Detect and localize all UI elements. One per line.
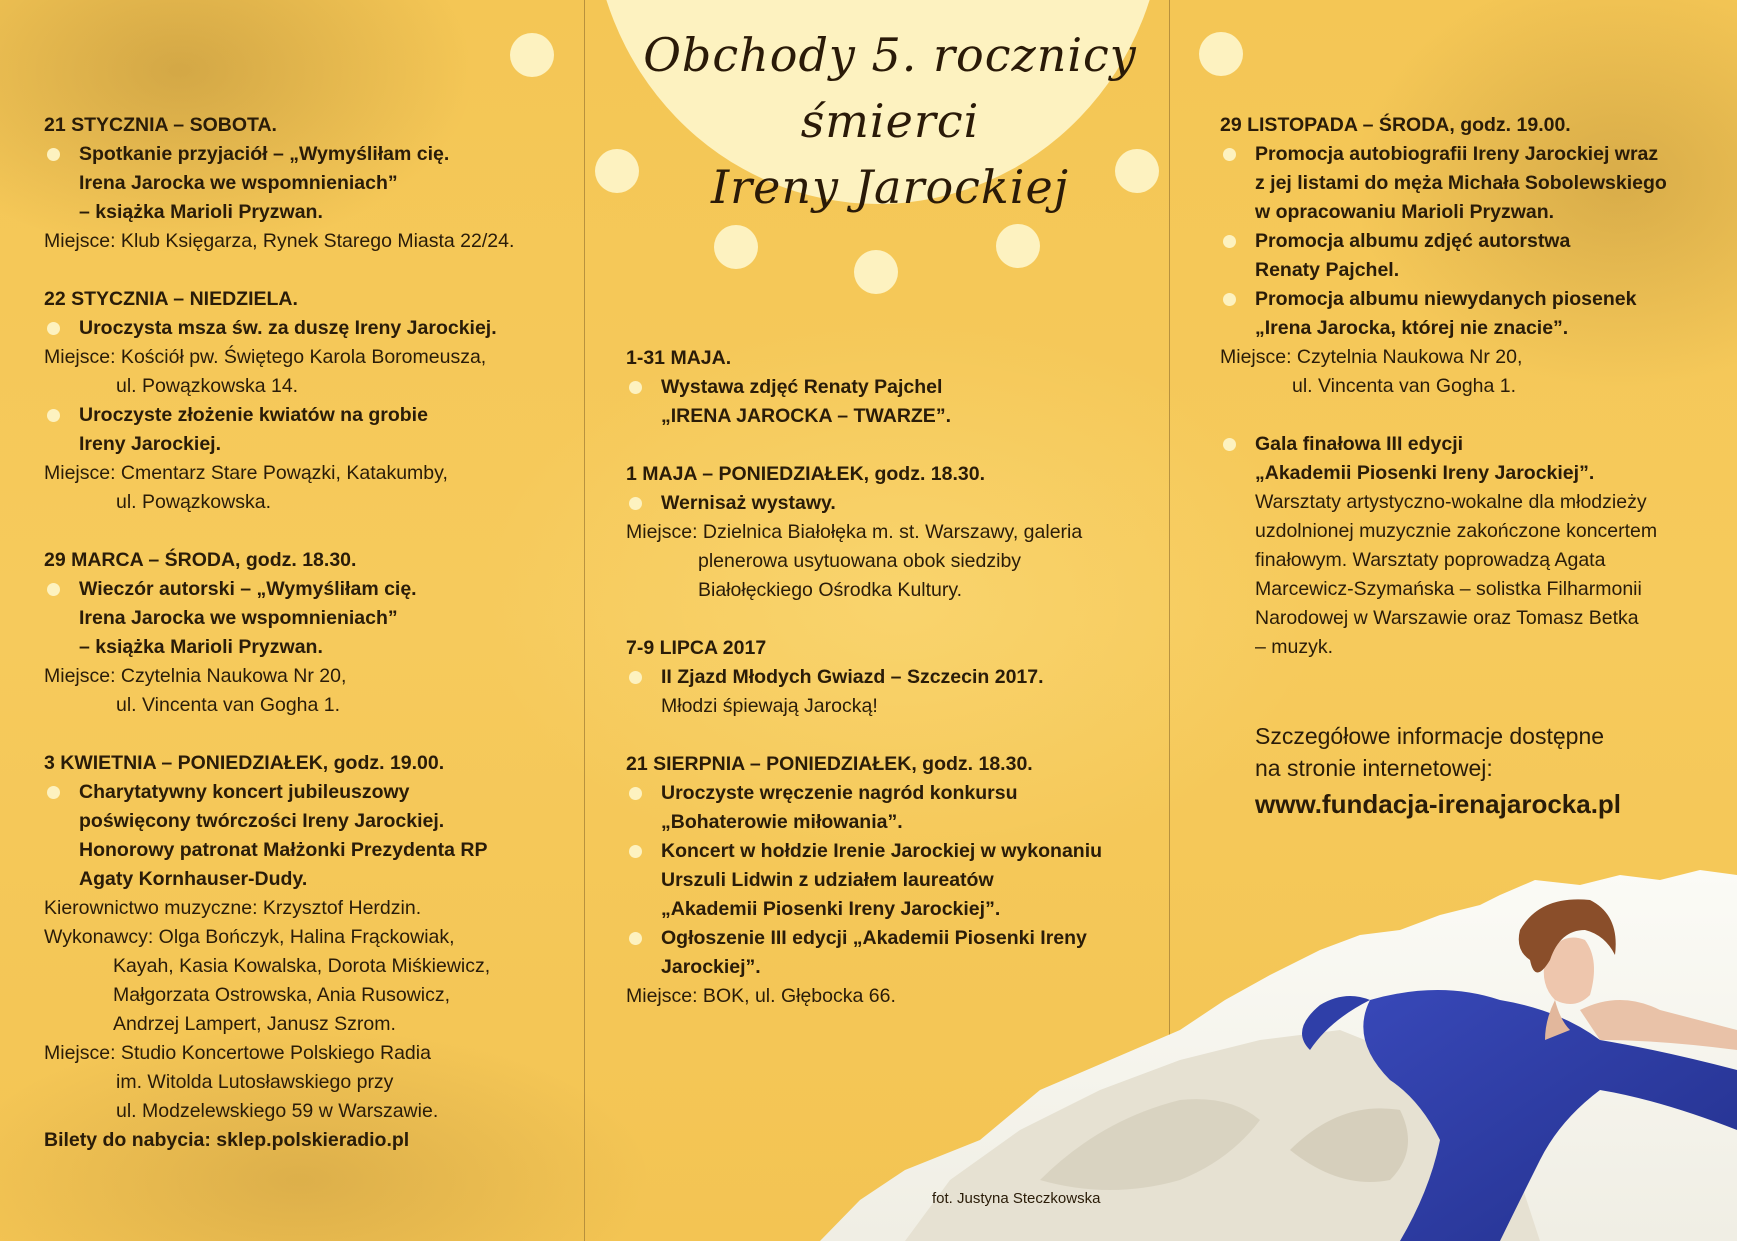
event-date: 1-31 MAJA. — [626, 347, 732, 369]
event-item: Gala finałowa III edycji — [1220, 430, 1720, 459]
event-item: II Zjazd Młodych Gwiazd – Szczecin 2017. — [626, 663, 1146, 692]
event-detail: Miejsce: Cmentarz Stare Powązki, Katakumby, — [44, 462, 448, 484]
event-desc: finałowym. Warsztaty poprowadzą Agata — [1255, 549, 1606, 571]
event-item-cont: „Akademii Piosenki Ireny Jarockiej”. — [661, 898, 1001, 920]
event-item: Spotkanie przyjaciół – „Wymyśliłam cię. — [44, 140, 564, 169]
info-line-2: na stronie internetowej: — [1255, 755, 1493, 781]
event-item-cont: „Akademii Piosenki Ireny Jarockiej”. — [1255, 462, 1595, 484]
event-date: 1 MAJA – PONIEDZIAŁEK, godz. 18.30. — [626, 463, 986, 485]
event-detail: Miejsce: Dzielnica Białołęka m. st. Warszawy, galeria — [626, 521, 1083, 543]
event-date: 3 KWIETNIA – PONIEDZIAŁEK, godz. 19.00. — [44, 752, 445, 774]
event-date: Bilety do nabycia: sklep.polskieradio.pl — [44, 1129, 410, 1151]
event-detail: Miejsce: Klub Księgarza, Rynek Starego Miasta 22/24. — [44, 230, 515, 252]
performers-cont: Małgorzata Ostrowska, Ania Rusowicz, — [113, 984, 451, 1006]
event-detail: Miejsce: Czytelnia Naukowa Nr 20, — [1220, 346, 1523, 368]
event-item: Ogłoszenie III edycji „Akademii Piosenki Ireny — [626, 924, 1146, 953]
address-cont: ul. Powązkowska 14. — [116, 375, 299, 397]
event-detail: Kierownictwo muzyczne: Krzysztof Herdzin. — [44, 897, 422, 919]
event-date: 21 STYCZNIA – SOBOTA. — [44, 114, 277, 136]
event-date: 21 SIERPNIA – PONIEDZIAŁEK, godz. 18.30. — [626, 753, 1033, 775]
event-date: 22 STYCZNIA – NIEDZIELA. — [44, 288, 298, 310]
event-desc: uzdolnionej muzycznie zakończone koncertem — [1255, 520, 1658, 542]
address-cont: ul. Modzelewskiego 59 w Warszawie. — [116, 1100, 439, 1122]
info-line-1: Szczegółowe informacje dostępne — [1255, 723, 1605, 749]
event-item: Koncert w hołdzie Irenie Jarockiej w wykonaniu — [626, 837, 1146, 866]
event-item-cont: Jarockiej”. — [661, 956, 761, 978]
event-item: Promocja albumu niewydanych piosenek — [1220, 285, 1720, 314]
event-detail: Miejsce: BOK, ul. Głębocka 66. — [626, 985, 896, 1007]
event-item-cont: „Bohaterowie miłowania”. — [661, 811, 903, 833]
title-line-2: Ireny Jarockiej — [710, 160, 1069, 214]
event-detail: Miejsce: Kościół pw. Świętego Karola Boromeusza, — [44, 346, 487, 368]
address-cont: Białołęckiego Ośrodka Kultury. — [698, 579, 963, 601]
event-item-cont: „Irena Jarocka, której nie znacie”. — [1255, 317, 1569, 339]
event-desc: Marcewicz-Szymańska – solistka Filharmonii — [1255, 578, 1642, 600]
event-date: 29 LISTOPADA – ŚRODA, godz. 19.00. — [1220, 114, 1571, 136]
event-detail: Miejsce: Czytelnia Naukowa Nr 20, — [44, 665, 347, 687]
event-item: Wieczór autorski – „Wymyśliłam cię. — [44, 575, 564, 604]
address-cont: ul. Vincenta van Gogha 1. — [1292, 375, 1517, 397]
event-item: Uroczyste złożenie kwiatów na grobie — [44, 401, 564, 430]
event-item: Uroczysta msza św. za duszę Ireny Jarockiej. — [44, 314, 564, 343]
address-cont: ul. Vincenta van Gogha 1. — [116, 694, 341, 716]
event-item-cont: „IRENA JAROCKA – TWARZE”. — [661, 405, 951, 427]
event-item: Promocja albumu zdjęć autorstwa — [1220, 227, 1720, 256]
address-cont: im. Witolda Lutosławskiego przy — [116, 1071, 394, 1093]
website-link[interactable]: www.fundacja-irenajarocka.pl — [1255, 789, 1622, 819]
event-item-cont: poświęcony twórczości Ireny Jarockiej. — [79, 810, 445, 832]
event-desc: Warsztaty artystyczno-wokalne dla młodzieży — [1255, 491, 1647, 513]
event-desc: – muzyk. — [1255, 636, 1334, 658]
event-item-cont: Urszuli Lidwin z udziałem laureatów — [661, 869, 994, 891]
event-item-cont: Irena Jarocka we wspomnieniach” — [79, 607, 398, 629]
title-line-1: Obchody 5. rocznicy śmierci — [643, 28, 1137, 148]
performers-cont: Andrzej Lampert, Janusz Szrom. — [113, 1013, 396, 1035]
event-item: Promocja autobiografii Ireny Jarockiej wraz — [1220, 140, 1720, 169]
event-date: 29 MARCA – ŚRODA, godz. 18.30. — [44, 549, 357, 571]
event-desc: Młodzi śpiewają Jarocką! — [661, 695, 878, 717]
event-item: Wystawa zdjęć Renaty Pajchel — [626, 373, 1146, 402]
event-desc: Narodowej w Warszawie oraz Tomasz Betka — [1255, 607, 1639, 629]
event-item-cont: Irena Jarocka we wspomnieniach” — [79, 172, 398, 194]
event-detail: Miejsce: Studio Koncertowe Polskiego Radia — [44, 1042, 431, 1064]
photo-credit: fot. Justyna Steczkowska — [932, 1190, 1101, 1207]
event-item-cont: – książka Marioli Pryzwan. — [79, 201, 323, 223]
event-item: Uroczyste wręczenie nagród konkursu — [626, 779, 1146, 808]
event-item-cont: z jej listami do męża Michała Sobolewskiego — [1255, 172, 1667, 194]
event-item-cont: Ireny Jarockiej. — [79, 433, 222, 455]
event-item: Wernisaż wystawy. — [626, 489, 1146, 518]
event-item-cont: – książka Marioli Pryzwan. — [79, 636, 323, 658]
event-item-cont: Agaty Kornhauser-Dudy. — [79, 868, 308, 890]
event-item-cont: Renaty Pajchel. — [1255, 259, 1400, 281]
event-item: Charytatywny koncert jubileuszowy — [44, 778, 564, 807]
event-item-cont: Honorowy patronat Małżonki Prezydenta RP — [79, 839, 488, 861]
event-item-cont: w opracowaniu Marioli Pryzwan. — [1255, 201, 1555, 223]
event-date: 7-9 LIPCA 2017 — [626, 637, 767, 659]
address-cont: ul. Powązkowska. — [116, 491, 271, 513]
performers-cont: Kayah, Kasia Kowalska, Dorota Miśkiewicz, — [113, 955, 491, 977]
event-detail: Wykonawcy: Olga Bończyk, Halina Frąckowiak, — [44, 926, 455, 948]
address-cont: plenerowa usytuowana obok siedziby — [698, 550, 1022, 572]
